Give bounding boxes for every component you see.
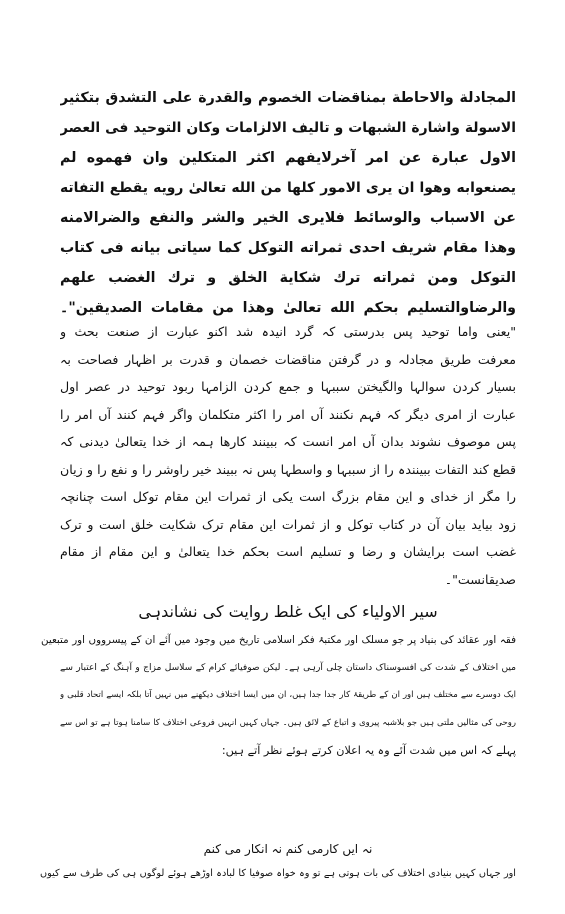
urdu-line: پہلے کہ اس میں شدت آئے وہ یہ اعلان کرتے ہوئے نظر آتے ہیں: [221,744,516,757]
urdu-line: ایک دوسرے سے مختلف ہیں اور ان کے طریقۂ کار جدا جدا ہیں، ان میں ایسا اختلاف دیکھنے میں نہیں آتا بلکہ ایسے اتحاد قلبی و [60,690,516,700]
urdu-paragraph [41,627,516,765]
persian-line: غضب است برایشان و رضا و تسلیم است بحکم خدا یتعالیٰ و این مقام از مقام [60,544,516,559]
persian-line: عبارت از امری دیگر کہ فہم نکنند آں امر را اکثر متکلمان واگر فہم کنند آں امر را [60,406,516,422]
arabic-line: عن الاسباب والوسائط فلايرى الخير والشر والنفع والضرالامنه [60,210,516,226]
urdu-line: روحی کی مثالیں ملتی ہیں جو بلاشبہ پیروی و اتباع کے لائق ہیں۔ جہاں کہیں انہیں فروعی اختلاف کا سامنا ہوتا ہے تو اس سے [60,717,516,728]
persian-translation [60,318,516,593]
urdu-paragraph-continued [40,861,516,887]
arabic-line: وهذا مقام شريف احدى ثمراته التوكل كما سياتى بيانه فى كتاب [60,240,516,256]
arabic-line: المجادلة والاحاطة بمناقضات الخصوم والقدرة على التشدق بتكثير [60,90,516,106]
section-heading-text: سیر الاولیاء کی ایک غلط روایت کی نشاندہی [138,602,438,621]
persian-line: را مگر از خدای و این مقام بزرگ است یکی از ثمرات این مقام توکل است چنانچہ [60,489,516,504]
persian-line: زود بیاید بیان آن در کتاب توکل و از ثمرات این مقام ترک شکایت خلق است و ترک [60,516,516,532]
persian-line: پس موصوف نشوند بدان آں امر انست کہ ببینند کارھا ہمہ از خدا یتعالیٰ دیدنی کہ [60,434,516,449]
persian-line: صدیقانست"۔ [444,571,516,587]
persian-line: "یعنی واما توحید پس بدرستی کہ گرد انیدہ شد اکنو عبارت از صنعت بحث و [60,324,516,339]
persian-verse: نہ ایں کارمی کنم نہ انکار می کنم [203,842,373,856]
persian-line: معرفت طریق مجادلہ و در گرفتن مناقضات خصمان و قدرت بر اظہار فصاحت بہ [60,351,516,367]
arabic-line: الاسولة واشارة الشبهات و تاليف الالزامات وكان التوحيد فى العصر [60,120,516,136]
arabic-line: التوكل ومن ثمراته ترك شكاية الخلق و ترك الغضب علهم [60,270,516,286]
arabic-quotation [60,83,516,323]
arabic-line: والرضاوالتسليم بحكم الله تعالىٰ وهذا من مقامات الصديقين"۔ [60,300,516,316]
arabic-line: يصنعوابه وهوا ان يرى الامور كلها من الله تعالىٰ رويه يقطع التفاته [60,180,516,196]
arabic-line: الاول عبارة عن امر آخرلايفهم اكثر المتكلين وان فهموه لم [60,150,516,166]
urdu-line: میں اختلاف کے شدت کی افسوسناک داستان چلی آرہی ہے۔ لیکن صوفیائے کرام کے سلاسل مزاج و آہنگ کے اعتبار سے [60,662,516,673]
urdu-line: فقہ اور عقائد کی بنیاد پر جو مسلک اور مکتبۂ فکر اسلامی تاریخ میں وجود میں آئے ان کے پیسرووں اور متبعین [41,634,516,646]
urdu-line: اور جہاں کہیں بنیادی اختلاف کی بات ہوتی ہے تو وہ خواہ صوفیا کا لبادہ اوڑھے ہوئے لوگوں ہی کی طرف سے کیوں [40,868,516,879]
section-heading [60,598,516,626]
persian-line: قطع کند التفات ببینندہ را از سببہا و واسطہا پس نہ ببیند خیر راوشر را و نفع را و زیان [60,461,516,477]
persian-line: بسیار کردن سوالہا والگیختن سببہا و جمع کردن الزامہا ربود توحید در عصر اول [60,379,516,394]
